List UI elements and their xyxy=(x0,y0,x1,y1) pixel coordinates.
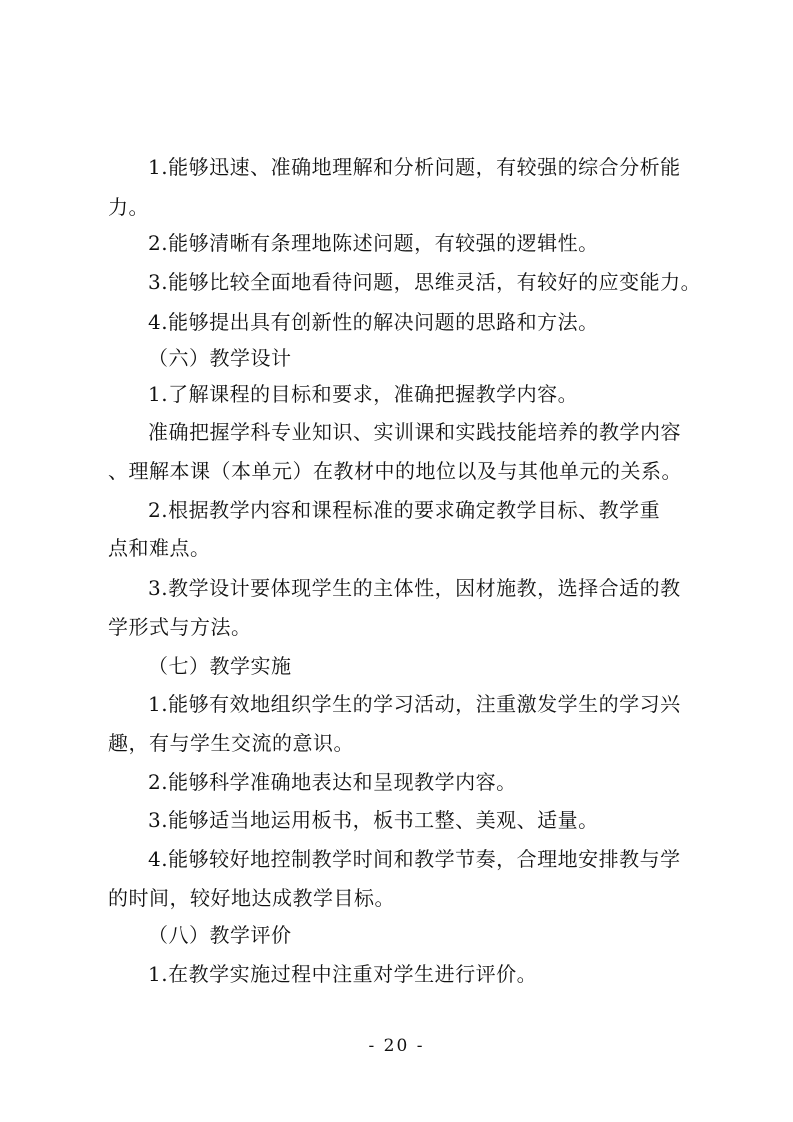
paragraph-line: 力。 xyxy=(108,195,149,219)
paragraph-line: 1.能够有效地组织学生的学习活动，注重激发学生的学习兴 xyxy=(148,692,681,716)
paragraph-line: 4.能够提出具有创新性的解决问题的思路和方法。 xyxy=(148,310,599,334)
paragraph-line: 3.教学设计要体现学生的主体性，因材施教，选择合适的教 xyxy=(148,576,681,600)
paragraph-line: 2.根据教学内容和课程标准的要求确定教学目标、教学重 xyxy=(148,498,661,522)
paragraph-line: 3.能够适当地运用板书，板书工整、美观、适量。 xyxy=(148,808,599,832)
paragraph-line: 点和难点。 xyxy=(108,536,211,560)
section-heading: （八）教学评价 xyxy=(148,923,292,947)
section-heading: （六）教学设计 xyxy=(148,346,292,370)
paragraph-line: 1.在教学实施过程中注重对学生进行评价。 xyxy=(148,962,538,986)
paragraph-line: 2.能够清晰有条理地陈述问题，有较强的逻辑性。 xyxy=(148,231,599,255)
section-heading: （七）教学实施 xyxy=(148,654,292,678)
paragraph-line: 趣，有与学生交流的意识。 xyxy=(108,731,354,755)
paragraph-line: 、理解本课（本单元）在教材中的地位以及与其他单元的关系。 xyxy=(108,459,682,483)
paragraph-line: 1.能够迅速、准确地理解和分析问题，有较强的综合分析能 xyxy=(148,155,681,179)
paragraph-line: 的时间，较好地达成教学目标。 xyxy=(108,886,395,910)
paragraph-line: 准确把握学科专业知识、实训课和实践技能培养的教学内容 xyxy=(148,420,681,444)
page-number: - 20 - xyxy=(368,1036,425,1056)
paragraph-line: 4.能够较好地控制教学时间和教学节奏，合理地安排教与学 xyxy=(148,847,681,871)
paragraph-line: 2.能够科学准确地表达和呈现教学内容。 xyxy=(148,770,517,794)
paragraph-line: 学形式与方法。 xyxy=(108,615,252,639)
paragraph-line: 1.了解课程的目标和要求，准确把握教学内容。 xyxy=(148,382,579,406)
paragraph-line: 3.能够比较全面地看待问题，思维灵活，有较好的应变能力。 xyxy=(148,270,702,294)
